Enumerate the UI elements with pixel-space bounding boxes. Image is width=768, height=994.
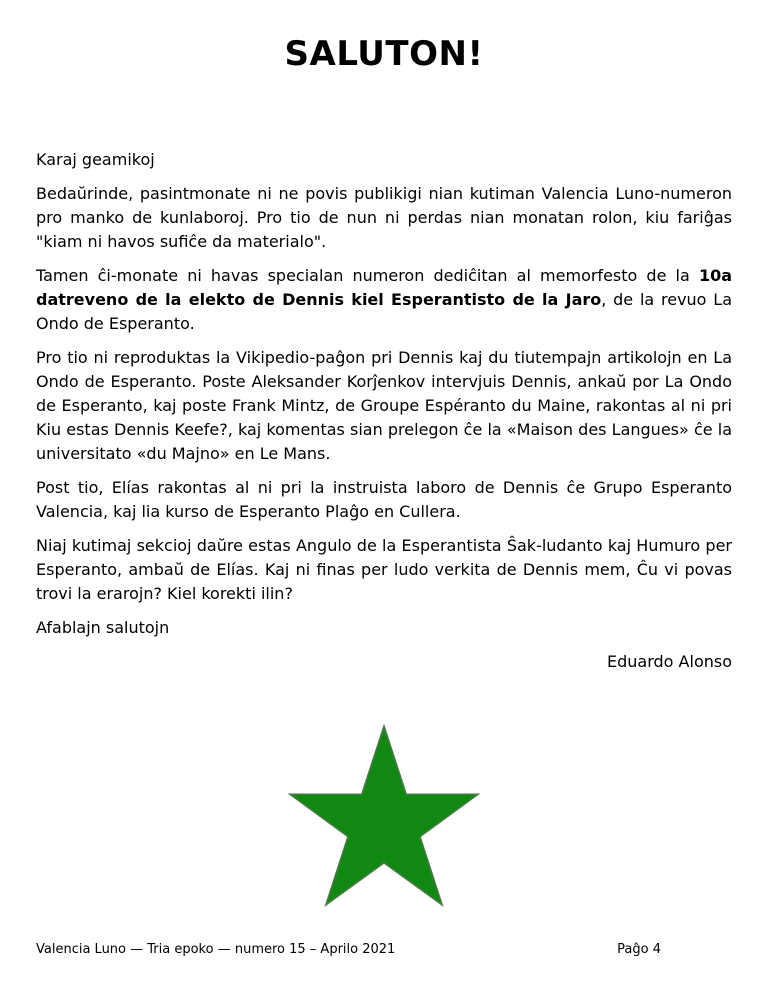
esperanto-green-star-icon bbox=[286, 722, 482, 918]
paragraph-5: Niaj kutimaj sekcioj daŭre estas Angulo de la Esperantista Ŝak-ludanto kaj Humuro per Esperanto, ambaŭ de Elías. Kaj ni finas per ludo verkita de Dennis mem, Ĉu vi povas trovi la erarojn? Kiel korekti ilin? bbox=[36, 536, 732, 603]
paragraph-2-text-before: Tamen ĉi-monate ni havas specialan numeron dediĉitan al memorfesto de la bbox=[36, 266, 699, 285]
paragraph-4: Post tio, Elías rakontas al ni pri la instruista laboro de Dennis ĉe Grupo Esperanto Valencia, kaj lia kurso de Esperanto Plaĝo en Cullera. bbox=[36, 478, 732, 521]
footer-publication: Valencia Luno — Tria epoko — numero 15 – Aprilo 2021 bbox=[36, 942, 396, 957]
closing: Afablajn salutojn bbox=[36, 618, 170, 637]
paragraph-2 bbox=[36, 264, 732, 336]
paragraph-2-highlight: 10a datreveno de la elekto de Dennis kiel Esperantisto de la Jaro bbox=[36, 266, 732, 309]
page-title: SALUTON! bbox=[284, 34, 484, 74]
page-footer bbox=[36, 942, 661, 957]
paragraph-1: Bedaŭrinde, pasintmonate ni ne povis publikigi nian kutiman Valencia Luno-numeron pro manko de kunlaboroj. Pro tio de nun ni perdas nian monatan rolon, kiu fariĝas "kiam ni havos sufiĉe da materialo". bbox=[36, 184, 732, 251]
letter-body bbox=[36, 148, 732, 684]
signature: Eduardo Alonso bbox=[607, 652, 732, 671]
page-number: Paĝo 4 bbox=[617, 942, 661, 957]
paragraph-2-text-after: , de la revuo La Ondo de Esperanto. bbox=[36, 290, 732, 333]
star-shape bbox=[290, 726, 478, 905]
greeting: Karaj geamikoj bbox=[36, 150, 155, 169]
paragraph-3: Pro tio ni reproduktas la Vikipedio-paĝon pri Dennis kaj du tiutempajn artikolojn en La Ondo de Esperanto. Poste Aleksander Korĵenkov intervjuis Dennis, ankaŭ por La Ondo de Esperanto, kaj poste Frank Mintz, de Groupe Espéranto du Maine, rakontas al ni pri Kiu estas Dennis Keefe?, kaj komentas sian prelegon ĉe la «Maison des Langues» ĉe la universitato «du Majno» en Le Mans. bbox=[36, 348, 732, 463]
